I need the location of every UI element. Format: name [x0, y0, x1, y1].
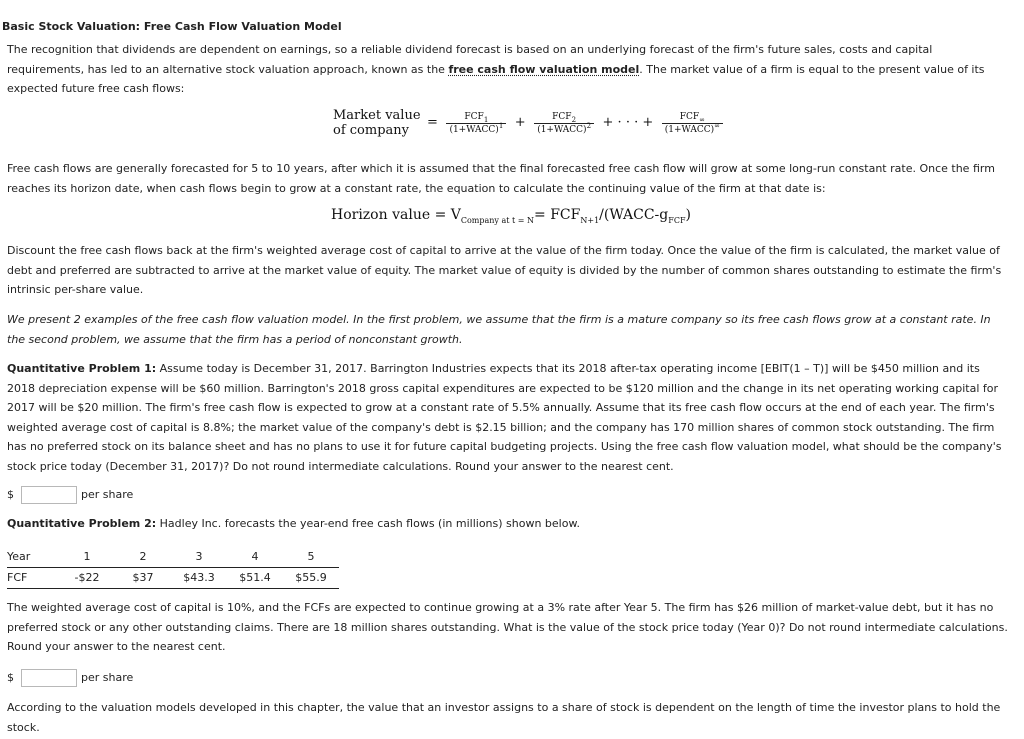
- fcf-model-link[interactable]: free cash flow valuation model: [448, 62, 640, 76]
- problem1-per-share-label: per share: [81, 488, 134, 501]
- wacc2-denominator: (1+WACC): [537, 124, 587, 135]
- fraction-term-infinity: [662, 111, 723, 136]
- problem1-dollar-sign: $: [7, 488, 14, 501]
- horizon-value-formula: [331, 206, 691, 226]
- wacc-inf-exp: ∞: [714, 121, 720, 130]
- fcf2-numerator: FCF: [552, 111, 572, 122]
- horizon-fcf-sub: N+1: [580, 215, 600, 225]
- fcf2-sub: 2: [571, 115, 577, 124]
- problem2-per-share-label: per share: [81, 671, 134, 684]
- intro-text-after: . The market value of a firm is equal to the present value of its expected future free cash flows:: [7, 62, 985, 95]
- horizon-lhs-sub: Company at t = N: [460, 215, 535, 225]
- wacc-inf-denominator: (1+WACC): [664, 124, 715, 135]
- horizon-g-sub: FCF: [668, 215, 686, 225]
- year-cell: 2: [115, 546, 171, 567]
- wacc1-exp: 1: [498, 121, 504, 130]
- horizon-wacc-g: /(WACC-g: [599, 207, 669, 223]
- fcf-cell: $43.3: [171, 567, 227, 588]
- year-cell: 1: [59, 546, 115, 567]
- problem2-text: Hadley Inc. forecasts the year-end free cash flows (in millions) shown below.: [156, 517, 580, 530]
- ellipsis-plus: + · · · +: [602, 115, 654, 131]
- intro-text-before: The recognition that dividends are dependent on earnings, so a reliable dividend forecast is based on an underlying forecast of the firm's future sales, costs and capital requirements, has led to an alternative stock valuation approach, known as the: [7, 43, 933, 76]
- fcf1-sub: 1: [483, 115, 489, 124]
- closing-paragraph: According to the valuation models developed in this chapter, the value that an investor assigns to a share of stock is dependent on the length of time the investor plans to hold the stock.: [7, 701, 1001, 734]
- problem1-paragraph: [7, 359, 1010, 476]
- problem1-label: Quantitative Problem 1:: [7, 362, 157, 375]
- year-cell: 3: [171, 546, 227, 567]
- table-row-fcf: [7, 567, 339, 588]
- year-cell: 5: [283, 546, 339, 567]
- horizon-paragraph: Free cash flows are generally forecasted for 5 to 10 years, after which it is assumed that the final forecasted free cash flow will grow at some long-run constant rate. Once the firm reaches its horizon date, when cash flows begin to grow at a constant rate, the equation to calculate the continuing value of the firm at that date is:: [7, 162, 995, 195]
- horizon-lhs: Horizon value = V: [331, 207, 461, 223]
- fraction-term-1: [446, 111, 506, 136]
- problem1-answer-input[interactable]: [21, 486, 77, 504]
- problem2-dollar-sign: $: [7, 671, 14, 684]
- wacc1-denominator: (1+WACC): [449, 124, 499, 135]
- horizon-eq-fcf: = FCF: [534, 207, 581, 223]
- fcf-row-label: FCF: [7, 567, 59, 588]
- fcf1-numerator: FCF: [464, 111, 484, 122]
- problem1-answer-row: [7, 485, 133, 505]
- table-row-year: [7, 546, 339, 567]
- wacc2-exp: 2: [586, 121, 592, 130]
- problem2-paragraph: [7, 514, 1010, 534]
- problem2-answer-input[interactable]: [21, 669, 77, 687]
- problem2-followup-paragraph: The weighted average cost of capital is 10%, and the FCFs are expected to continue growing at a 3% rate after Year 5. The firm has $26 million of market-value debt, but it has no preferred stock or any other outstanding claims. There are 18 million shares outstanding. What is the value of the stock price today (Year 0)? Do not round intermediate calculations. Round your answer to the nearest cent.: [7, 601, 1008, 653]
- formula-lhs-line1: Market value: [333, 108, 421, 123]
- equals-sign: =: [427, 115, 438, 131]
- page-title: Basic Stock Valuation: Free Cash Flow Valuation Model: [2, 20, 342, 33]
- problem2-answer-row: [7, 668, 133, 688]
- fcf-table: [7, 546, 339, 589]
- problem1-text: Assume today is December 31, 2017. Barrington Industries expects that its 2018 after-tax operating income [EBIT(1 – T)] will be $450 million and its 2018 depreciation expense will be $60 million. Barrington's 2018 gross capital expenditures are expected to be $120 million and the change in its net operating working capital for 2017 will be $20 million. The firm's free cash flow is expected to grow at a constant rate of 5.5% annually. Assume that its free cash flow occurs at the end of each year. The firm's weighted average cost of capital is 8.8%; the market value of the company's debt is $2.15 billion; and the company has 170 million shares of common stock outstanding. The firm has no preferred stock on its balance sheet and has no plans to use it for future capital budgeting projects. Using the free cash flow valuation model, what should be the company's stock price today (December 31, 2017)? Do not round intermediate calculations. Round your answer to the nearest cent.: [7, 362, 1002, 473]
- year-row-label: Year: [7, 546, 59, 567]
- plus-sign: +: [514, 115, 526, 131]
- fraction-term-2: [534, 111, 594, 136]
- problem2-label: Quantitative Problem 2:: [7, 517, 157, 530]
- fcf-cell: $37: [115, 567, 171, 588]
- fcf-cell: $51.4: [227, 567, 283, 588]
- market-value-formula: [333, 108, 725, 138]
- fcf-inf-sub: ∞: [699, 115, 705, 124]
- examples-intro-paragraph: We present 2 examples of the free cash flow valuation model. In the first problem, we assume that the firm is a mature company so its free cash flows grow at a constant rate. In the second problem, we assume that the firm has a period of nonconstant growth.: [7, 313, 991, 346]
- fcf-inf-numerator: FCF: [679, 111, 700, 122]
- formula-lhs-line2: of company: [333, 123, 409, 138]
- year-cell: 4: [227, 546, 283, 567]
- formula-lhs: [333, 108, 421, 138]
- discount-paragraph: Discount the free cash flows back at the firm's weighted average cost of capital to arrive at the value of the firm today. Once the value of the firm is calculated, the market value of debt and preferred are subtracted to arrive at the market value of equity. The market value of equity is divided by the number of common shares outstanding to estimate the firm's intrinsic per-share value.: [7, 244, 1002, 296]
- horizon-close: ): [685, 207, 691, 223]
- fcf-cell: $55.9: [283, 567, 339, 588]
- fcf-cell: -$22: [59, 567, 115, 588]
- intro-paragraph: [7, 40, 1010, 99]
